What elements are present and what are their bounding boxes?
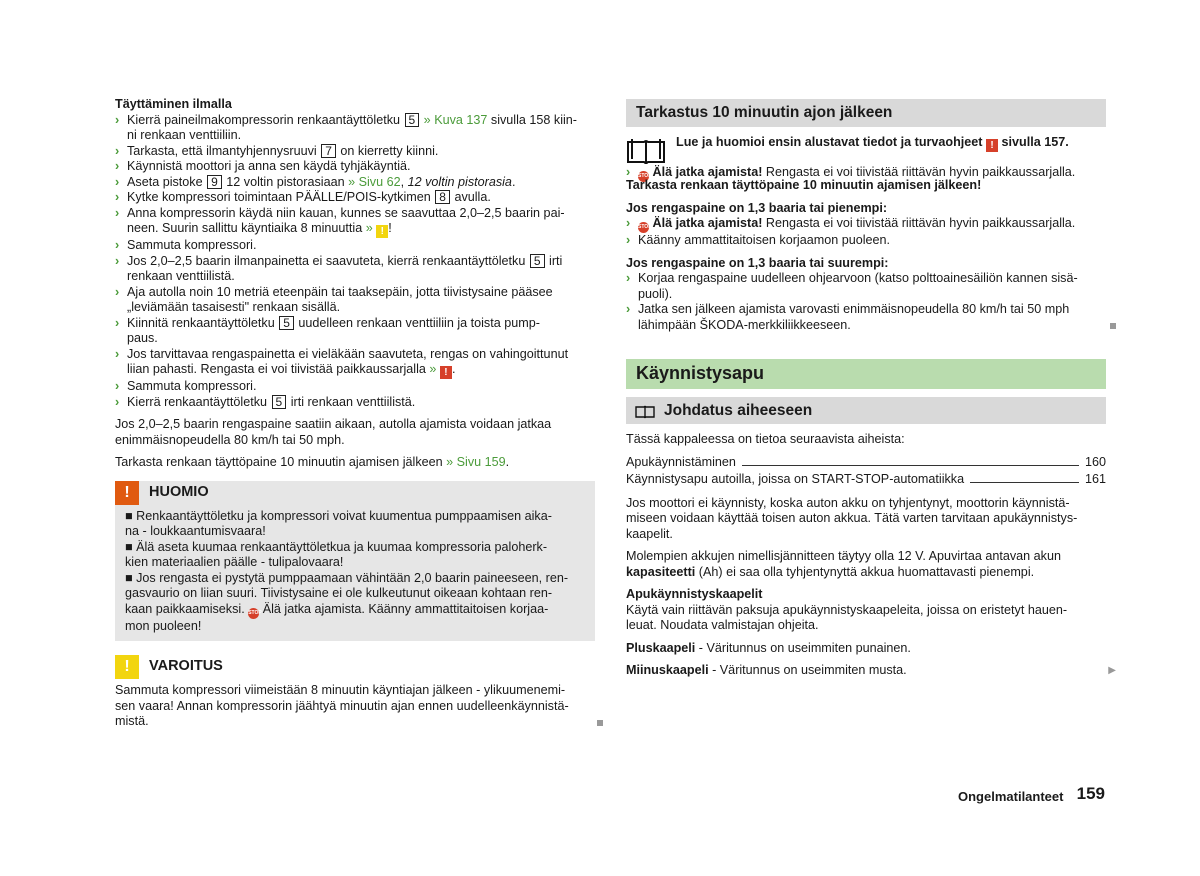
book-icon [626, 137, 666, 165]
list-item: › Tarkasta, että ilmantyhjennysruuvi 7 on kierretty kiinni. [115, 143, 439, 158]
stop-icon: STOP [638, 171, 649, 182]
section-title: Tarkastus 10 minuutin ajon jälkeen [626, 99, 1106, 127]
link[interactable]: » Sivu 62 [348, 174, 401, 189]
list-item: › Kytke kompressori toimintaan PÄÄLLE/POIS-kytkimen 8 avulla. [115, 190, 491, 204]
list-item: › Käänny ammattitaitoisen korjaamon puoleen. [626, 233, 891, 247]
step-list [115, 113, 595, 411]
right-column [626, 97, 1106, 182]
chevron-icon: › [115, 394, 120, 409]
callout-number: 5 [530, 254, 545, 268]
stop-icon: STOP [248, 608, 259, 619]
paragraph: Pluskaapeli - Väritunnus on useimmiten punainen. [626, 640, 911, 655]
paragraph: Jos moottori ei käynnisty, koska auton akku on tyhjentynyt, moottorin käynnistä- miseen voidaan käyttää toisen auton akkua. Tätä varten tarvitaan apukäynnistys- kaapelit. [626, 495, 1078, 541]
end-marker [597, 720, 603, 726]
callout-number: 5 [272, 395, 287, 409]
book-icon [635, 405, 655, 419]
left-column [115, 97, 595, 730]
toc-entry[interactable] [626, 472, 1106, 489]
callout-number: 5 [279, 316, 294, 330]
link[interactable]: » Kuva 137 [420, 112, 488, 127]
continue-arrow-icon: ▶ [1108, 665, 1116, 676]
list-item: › Aja autolla noin 10 metriä eteenpäin tai taaksepäin, jotta tiivistysaine pääsee „leviämään tasaisesti" renkaan sisällä. [115, 284, 553, 314]
warning-icon: ! [440, 366, 452, 379]
chevron-icon: › [115, 346, 120, 361]
list-item: › Käynnistä moottori ja anna sen käydä tyhjäkäyntiä. [115, 159, 411, 173]
toc-list [626, 455, 1106, 489]
list-item: › STOP Älä jatka ajamista! Rengasta ei voi tiivistää riittävän hyvin paikkaussarjalla. [626, 216, 1106, 233]
chevron-icon: › [115, 379, 120, 393]
section-heading: Täyttäminen ilmalla [115, 97, 232, 111]
paragraph: Jos 2,0–2,5 baarin rengaspaine saatiin aikaan, autolla ajamista voidaan jatkaa enimmäisnopeudella 80 km/h tai 50 mph. [115, 417, 552, 447]
warning-icon: ! [115, 481, 139, 505]
chevron-icon: › [626, 302, 631, 316]
list-item: › Sammuta kompressori. [115, 379, 257, 393]
paragraph: Käytä vain riittävän paksuja apukäynnistyskaapeleita, joissa on eristetyt hauen- leuat. Noudata valmistajan ohjeita. [626, 602, 1068, 632]
chevron-icon: › [115, 238, 120, 252]
subheading: Apukäynnistyskaapelit [626, 587, 763, 601]
case-heading: Jos rengaspaine on 1,3 baaria tai suurempi: [626, 255, 889, 270]
paragraph: Tarkasta renkaan täyttöpaine 10 minuutin ajamisen jälkeen » Sivu 159. [115, 455, 510, 469]
case-heading: Jos rengaspaine on 1,3 baaria tai pienempi: [626, 200, 888, 215]
huomio-header [115, 481, 595, 505]
list-item: › Sammuta kompressori. [115, 238, 257, 252]
chevron-icon: › [115, 143, 120, 158]
chevron-icon: › [115, 253, 120, 268]
page-number: 159 [1076, 784, 1105, 803]
check-text: Tarkasta renkaan täyttöpaine 10 minuutin ajamisen jälkeen! [626, 178, 982, 192]
toc-label: Apukäynnistäminen [626, 455, 739, 471]
list-item: › Aseta pistoke 9 12 voltin pistorasiaan » Sivu 62, 12 voltin pistorasia. [115, 174, 516, 189]
list-item: › Kiinnitä renkaantäyttöletku 5 uudelleen renkaan venttiiliin ja toista pump- paus. [115, 315, 540, 345]
chevron-icon: › [626, 271, 631, 285]
link[interactable]: » [365, 221, 373, 235]
callout-number: 8 [435, 190, 450, 204]
list-item: › Anna kompressorin käydä niin kauan, kunnes se saavuttaa 2,0–2,5 baarin pai- neen. Suurin sallittu käyntiaika 8 minuuttia » ! ! [115, 205, 565, 237]
varoitus-text: Sammuta kompressori viimeistään 8 minuutin käyntiajan jälkeen - ylikuumenemi- sen vaara! Annan kompressorin jäähtyä minuutin ajan ennen uudelleenkäynnistä- mistä. [115, 683, 569, 728]
end-marker [1110, 323, 1116, 329]
leader-line [742, 465, 1079, 466]
page-footer [950, 786, 1105, 806]
chevron-icon: › [115, 284, 120, 299]
chevron-icon: › [115, 205, 120, 220]
list-item: › Jos 2,0–2,5 baarin ilmanpainetta ei saavuteta, kierrä renkaantäyttöletku 5 irti renkaan venttiilistä. [115, 253, 563, 283]
subsection-title: Johdatus aiheeseen [626, 397, 1106, 425]
paragraph: Molempien akkujen nimellisjännitteen täytyy olla 12 V. Apuvirtaa antavan akun kapasiteetti (Ah) ei saa olla tyhjentynyttä akkua huomattavasti pienempi. [626, 549, 1061, 579]
callout-number: 9 [207, 175, 222, 189]
warning-icon: ! [115, 655, 139, 679]
intro-text: Tässä kappaleessa on tietoa seuraavista aiheista: [626, 432, 905, 446]
toc-label: Käynnistysapu autoilla, joissa on START-STOP-automatiikka [626, 472, 967, 488]
chapter-title: Käynnistysapu [626, 359, 1106, 389]
paragraph: Miinuskaapeli - Väritunnus on useimmiten musta. ▶ [626, 663, 1116, 677]
varoitus-title: VAROITUS [149, 658, 223, 674]
chevron-icon: › [115, 174, 120, 189]
chevron-icon: › [115, 159, 120, 173]
list-item: › Jos tarvittavaa rengaspainetta ei vieläkään saavuteta, rengas on vahingoittunut liian pahasti. Rengasta ei voi tiivistää paikkaussarjalla » ! . [115, 346, 569, 378]
callout-number: 5 [405, 113, 420, 127]
warning-icon: ! [376, 225, 388, 238]
chevron-icon: › [115, 190, 120, 204]
list-item: › Kierrä renkaantäyttöletku 5 irti renkaan venttiilistä. [115, 394, 416, 409]
warning-icon: ! [986, 139, 998, 152]
page-link[interactable]: » Sivu 159 [446, 455, 506, 469]
toc-page: 161 [1082, 472, 1106, 488]
huomio-box: ■ Renkaantäyttöletku ja kompressori voivat kuumentua pumppaamisen aika- na - loukkaantumisvaara! ■ Älä aseta kuumaa renkaantäyttöletkua ja kuumaa kompressoria paloherk- kien materiaalien päälle - tulipalovaara! ■ Jos rengasta ei pystytä pumppaamaan vähintään 2,0 baarin paineeseen, ren- gasvaurio on liian suuri. Tiivistysaine ei ole kulkeutunut oikeaan kohtaan ren- kaan paikkaamiseksi. STOP Älä jatka ajamista. Käänny ammattitaitoisen korjaa- mon puoleen! [115, 505, 595, 642]
leader-line [970, 482, 1079, 483]
callout-number: 7 [321, 144, 336, 158]
varoitus-header [115, 655, 595, 679]
list-item: › Kierrä paineilmakompressorin renkaantäyttöletku 5 » Kuva 137 sivulla 158 kiin- ni renkaan venttiiliin. [115, 112, 578, 142]
read-first-block: Lue ja huomioi ensin alustavat tiedot ja turvaohjeet ! sivulla 157. [626, 135, 1106, 179]
list-item: › Jatka sen jälkeen ajamista varovasti enimmäisnopeudella 80 km/h tai 50 mph lähimpään ŠKODA-merkkiliikkeeseen. [626, 302, 1070, 332]
toc-page: 160 [1082, 455, 1106, 471]
stop-icon: STOP [638, 222, 649, 233]
chapter-name: Ongelmatilanteet [958, 789, 1064, 804]
toc-entry[interactable] [626, 455, 1106, 472]
chevron-icon: › [115, 112, 120, 127]
chevron-icon: › [115, 315, 120, 330]
right-body [626, 178, 1116, 679]
list-item: › STOP Älä jatka ajamista! Rengasta ei voi tiivistää riittävän hyvin paikkaussarjalla. [626, 165, 1106, 182]
link[interactable]: » [429, 362, 437, 376]
list-item: › Korjaa rengaspaine uudelleen ohjearvoon (katso polttoainesäiliön kannen sisä- puoli). [626, 271, 1078, 301]
huomio-title: HUOMIO [149, 483, 209, 500]
